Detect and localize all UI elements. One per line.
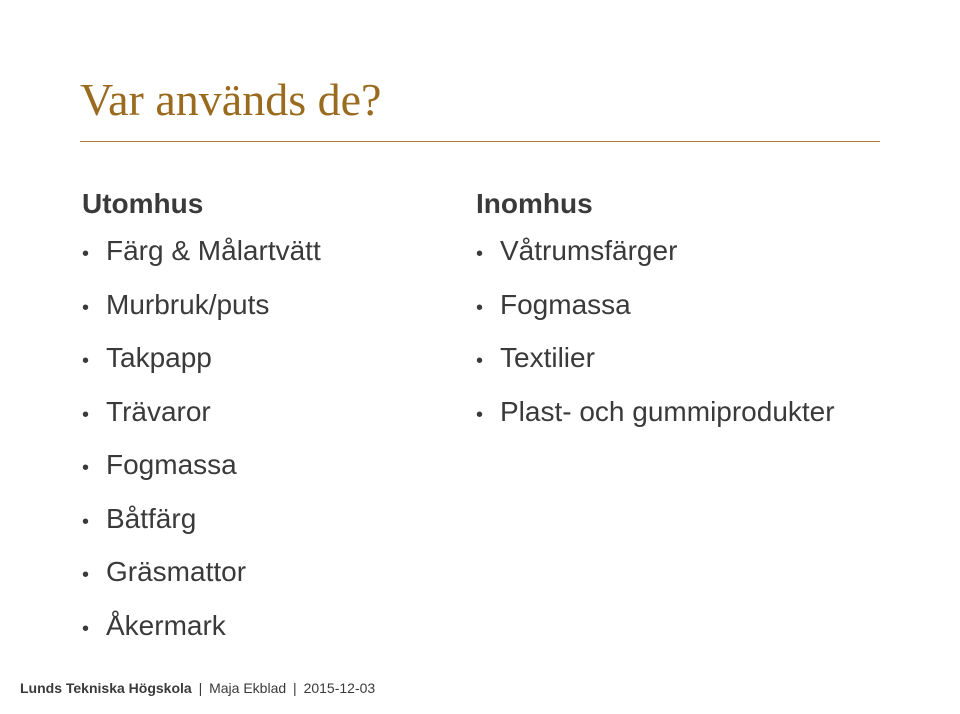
list-item-label: Plast- och gummiprodukter	[500, 395, 835, 427]
footer-organization: Lunds Tekniska Högskola	[20, 680, 192, 696]
list-item	[82, 601, 462, 655]
footer-separator: |	[198, 680, 203, 696]
footer-date: 2015-12-03	[303, 680, 376, 696]
list-item-label: Fogmassa	[500, 288, 631, 320]
list-item-label: Fogmassa	[106, 449, 237, 480]
bullet-icon: •	[82, 296, 90, 319]
bullet-icon: •	[82, 403, 90, 426]
indoor-heading: Inomhus	[476, 188, 593, 219]
bullet-icon: •	[476, 296, 484, 319]
list-item-label: Våtrumsfärger	[500, 235, 678, 266]
list-item-label: Båtfärg	[106, 502, 197, 534]
list-item	[476, 226, 936, 280]
outdoor-list	[82, 226, 462, 654]
bullet-icon: •	[82, 350, 90, 372]
list-item	[476, 387, 936, 441]
list-item	[82, 280, 462, 334]
list-item	[82, 547, 462, 601]
list-item-label: Textilier	[500, 342, 595, 373]
list-item-label: Åkermark	[106, 609, 226, 641]
bullet-icon: •	[476, 403, 484, 426]
list-item	[82, 440, 462, 494]
bullet-icon: •	[82, 564, 90, 586]
list-item-label: Gräsmattor	[106, 556, 247, 587]
footer-author: Maja Ekblad	[209, 680, 287, 696]
bullet-icon: •	[82, 243, 90, 265]
bullet-icon: •	[82, 617, 90, 640]
indoor-list	[476, 226, 936, 440]
slide-footer	[20, 678, 375, 698]
bullet-icon: •	[82, 457, 90, 479]
list-item	[82, 387, 462, 441]
list-item	[82, 226, 462, 280]
list-item	[476, 280, 936, 334]
footer-separator: |	[293, 680, 297, 696]
list-item-label: Trävaror	[106, 395, 211, 427]
list-item	[82, 494, 462, 548]
list-item-label: Takpapp	[106, 342, 212, 373]
indoor-column	[476, 182, 936, 440]
title-divider	[80, 141, 880, 142]
bullet-icon: •	[476, 350, 484, 372]
bullet-icon: •	[476, 243, 484, 265]
outdoor-heading: Utomhus	[82, 188, 204, 219]
outdoor-column	[82, 182, 462, 654]
list-item-label: Murbruk/puts	[106, 288, 270, 320]
bullet-icon: •	[82, 510, 90, 533]
list-item	[82, 333, 462, 387]
list-item-label: Färg & Målartvätt	[106, 235, 321, 266]
list-item	[476, 333, 936, 387]
slide-title: Var används de?	[80, 74, 382, 125]
